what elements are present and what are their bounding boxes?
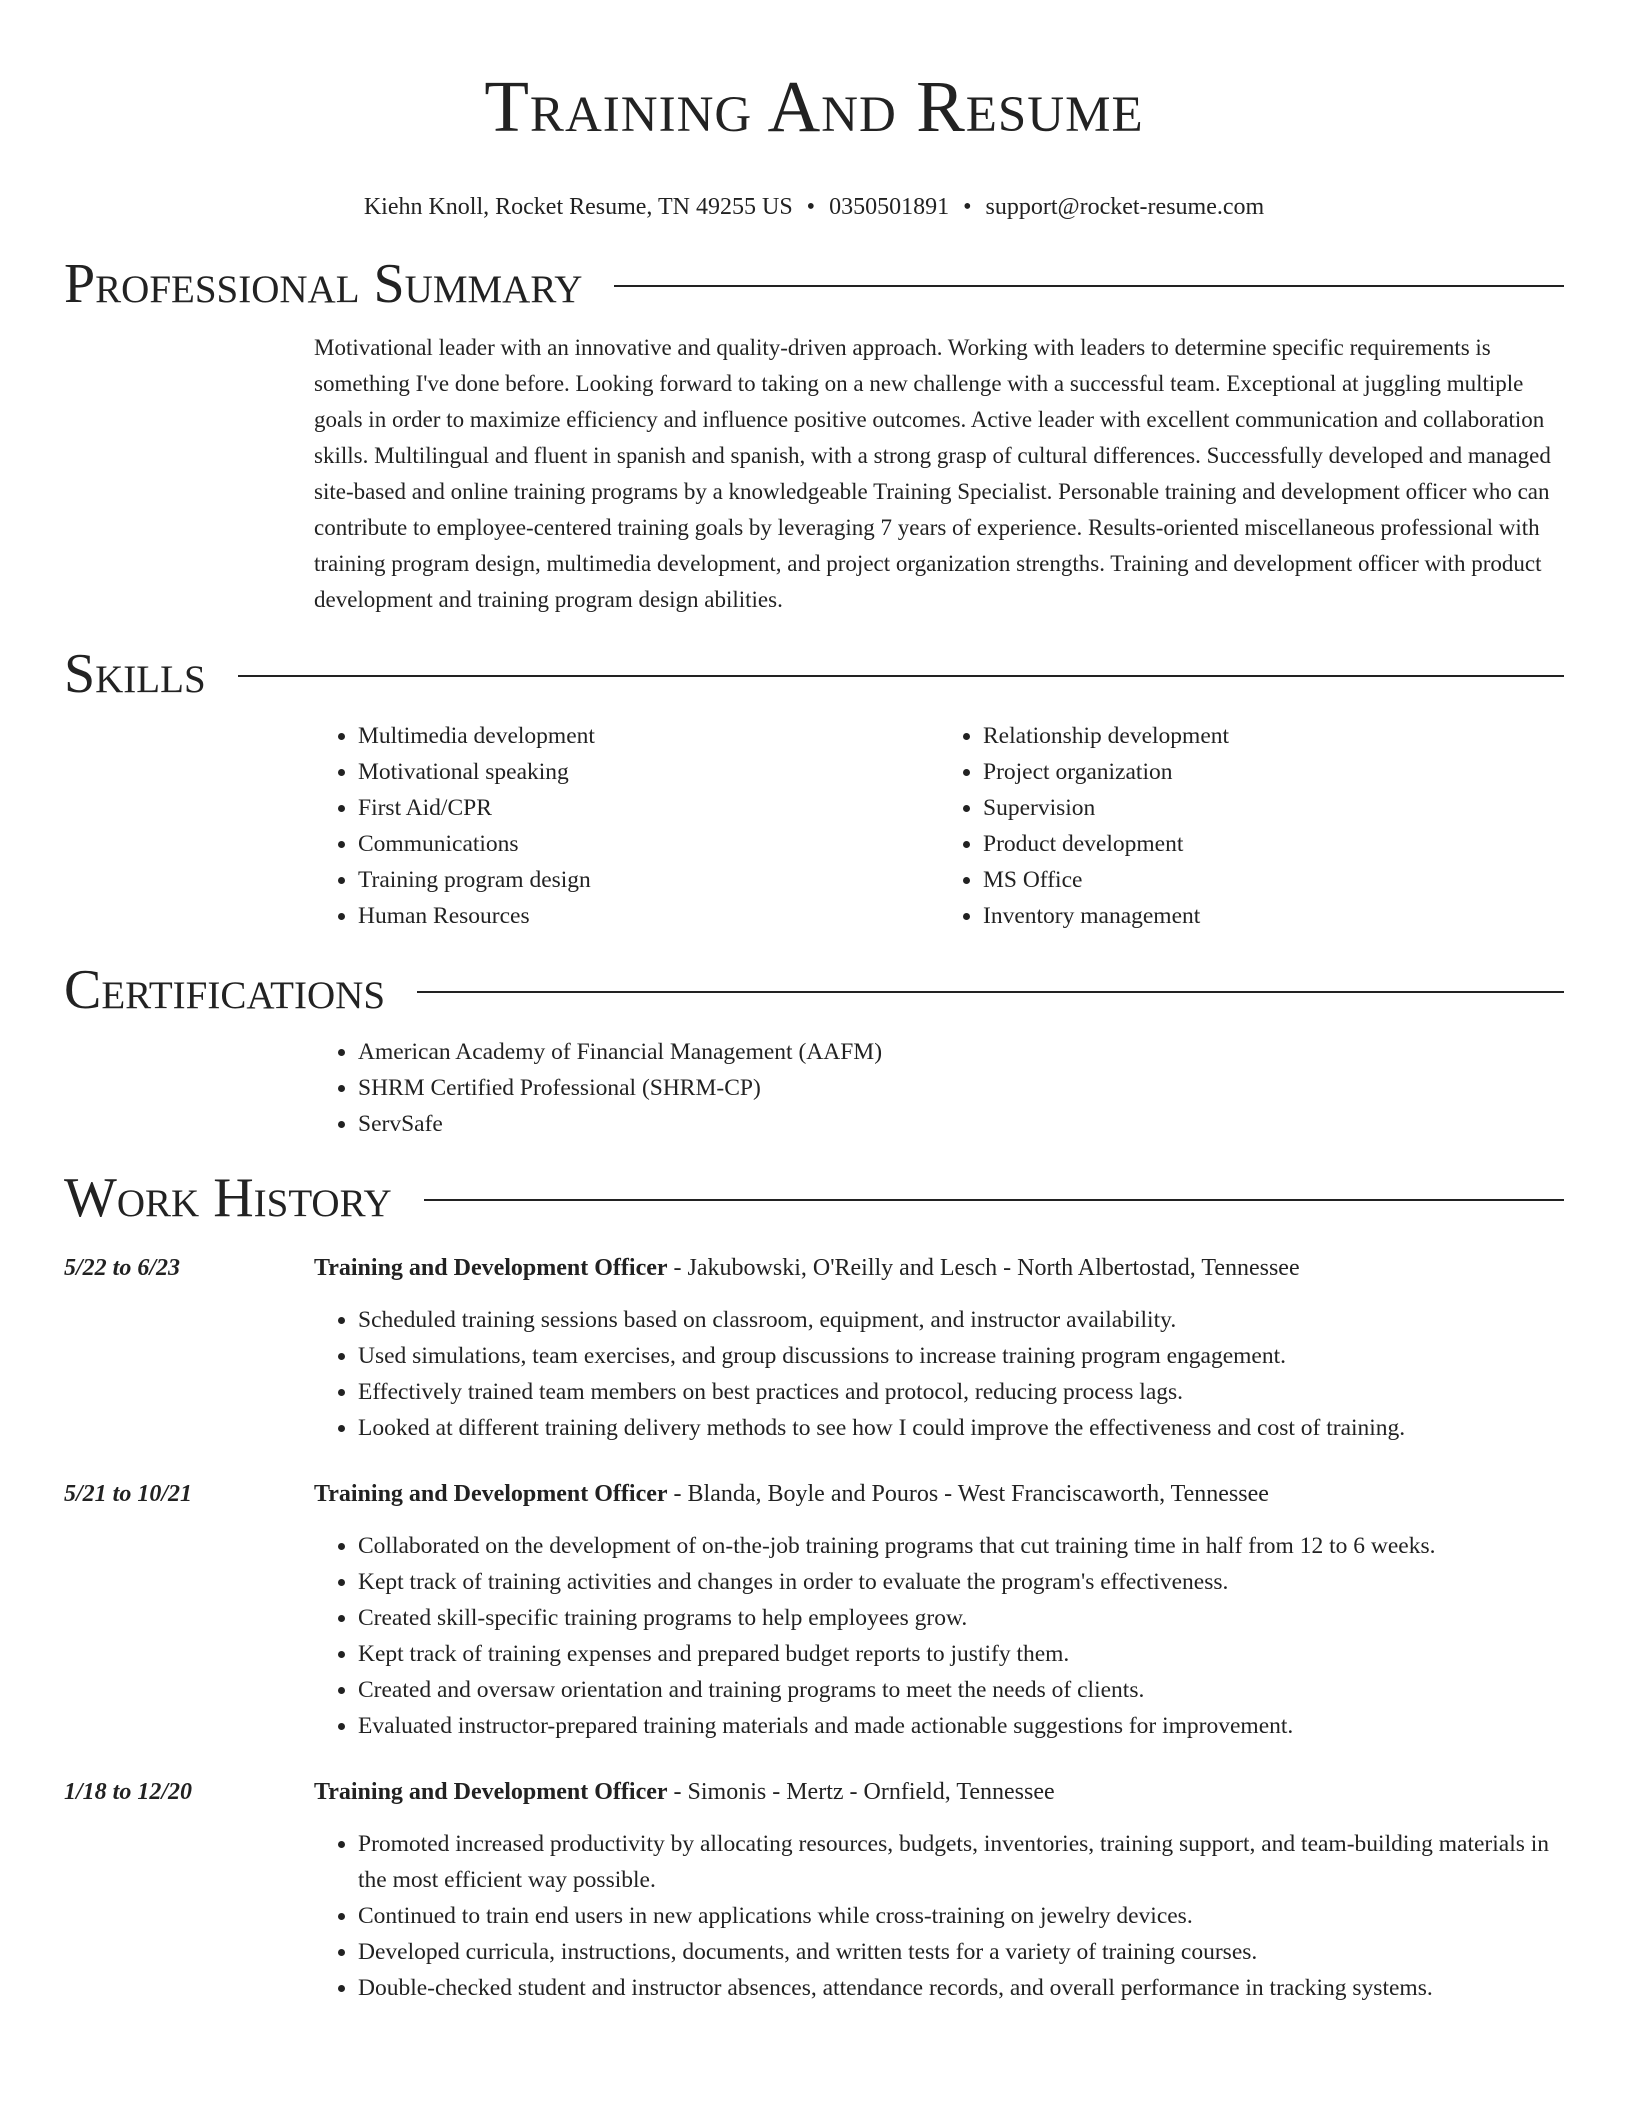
skill-item: • Training program design [358, 862, 939, 898]
job-entry [64, 1476, 1564, 1744]
certification-item: • American Academy of Financial Management (AAFM) [358, 1034, 1564, 1070]
contact-separator: • [806, 194, 816, 220]
skills-list [314, 718, 1564, 934]
job-duty: • Developed curricula, instructions, documents, and written tests for a variety of training courses. [358, 1934, 1564, 1970]
contact-address: Kiehn Knoll, Rocket Resume, TN 49255 US [363, 194, 793, 220]
work-history-list [64, 1250, 1564, 2006]
job-dates: 5/21 to 10/21 [64, 1481, 193, 1507]
job-duty: • Created and oversaw orientation and training programs to meet the needs of clients. [358, 1672, 1564, 1708]
skill-item: • Human Resources [358, 898, 939, 934]
job-header [64, 1476, 1564, 1512]
skill-item: • Relationship development [983, 718, 1564, 754]
certification-item: • ServSafe [358, 1106, 1564, 1142]
skill-item: • Product development [983, 826, 1564, 862]
work-section-header [64, 1168, 1564, 1228]
summary-heading: Professional Summary [64, 253, 583, 315]
job-title: Training and Development Officer [314, 1481, 668, 1507]
job-duties [314, 1528, 1564, 1744]
certifications-bullets [314, 1034, 1564, 1142]
job-duties [314, 1302, 1564, 1446]
skill-item: • Multimedia development [358, 718, 939, 754]
job-dates: 1/18 to 12/20 [64, 1779, 193, 1805]
skill-item: • First Aid/CPR [358, 790, 939, 826]
skill-item: • Motivational speaking [358, 754, 939, 790]
contact-email[interactable]: support@rocket-resume.com [985, 194, 1265, 220]
job-duty: • Kept track of training expenses and prepared budget reports to justify them. [358, 1636, 1564, 1672]
skill-item: • MS Office [983, 862, 1564, 898]
job-entry [64, 1250, 1564, 1446]
job-duty: • Evaluated instructor-prepared training materials and made actionable suggestions for improvement. [358, 1708, 1564, 1744]
job-duty: • Collaborated on the development of on-the-job training programs that cut training time in half from 12 to 6 weeks. [358, 1528, 1564, 1564]
job-employer: - Simonis - Mertz - Ornfield, Tennessee [667, 1779, 1055, 1805]
job-duty: • Scheduled training sessions based on classroom, equipment, and instructor availability. [358, 1302, 1564, 1338]
job-employer: - Blanda, Boyle and Pouros - West Franciscaworth, Tennessee [667, 1481, 1269, 1507]
certifications-list [314, 1034, 1564, 1142]
job-header [64, 1774, 1564, 1810]
certification-item: • SHRM Certified Professional (SHRM-CP) [358, 1070, 1564, 1106]
contact-line [64, 192, 1564, 222]
job-title: Training and Development Officer [314, 1255, 668, 1281]
job-title: Training and Development Officer [314, 1779, 668, 1805]
job-duty: • Kept track of training activities and changes in order to evaluate the program's effectiveness. [358, 1564, 1564, 1600]
summary-text: Motivational leader with an innovative and quality-driven approach. Working with leaders to determine specific requirements is something I've done before. Looking forward to taking on a new challenge with a successful team. Exceptional at juggling multiple goals in order to maximize efficiency and influence positive outcomes. Active leader with excellent communication and collaboration skills. Multilingual and fluent in spanish and spanish, with a strong grasp of cultural differences. Successfully developed and managed site-based and online training programs by a knowledgeable Training Specialist. Personable training and development officer who can contribute to employee-centered training goals by leveraging 7 years of experience. Results-oriented miscellaneous professional with training program design, multimedia development, and project organization strengths. Training and development officer with product development and training program design abilities. [314, 335, 1551, 612]
job-duty: • Effectively trained team members on best practices and protocol, reducing process lags. [358, 1374, 1564, 1410]
job-duty: • Continued to train end users in new applications while cross-training on jewelry devices. [358, 1898, 1564, 1934]
section-divider [424, 1199, 1564, 1201]
section-divider [417, 991, 1564, 993]
job-duty: • Created skill-specific training programs to help employees grow. [358, 1600, 1564, 1636]
contact-phone: 0350501891 [829, 194, 950, 220]
job-employer: - Jakubowski, O'Reilly and Lesch - North Albertostad, Tennessee [667, 1255, 1300, 1281]
job-duty: • Used simulations, team exercises, and group discussions to increase training program engagement. [358, 1338, 1564, 1374]
certifications-section-header [64, 960, 1564, 1020]
job-heading-line [314, 1476, 1269, 1512]
skill-item: • Project organization [983, 754, 1564, 790]
summary-section-header [64, 254, 1564, 314]
job-header [64, 1250, 1564, 1286]
skills-section-header [64, 644, 1564, 704]
job-entry [64, 1774, 1564, 2006]
job-duty-list [314, 1528, 1564, 1744]
job-duty-list [314, 1826, 1564, 2006]
skill-item: • Inventory management [983, 898, 1564, 934]
skills-column-right [939, 718, 1564, 934]
skill-item: • Communications [358, 826, 939, 862]
job-duty: • Promoted increased productivity by allocating resources, budgets, inventories, training support, and team-building materials in the most efficient way possible. [358, 1826, 1564, 1898]
job-duties [314, 1826, 1564, 2006]
job-duty-list [314, 1302, 1564, 1446]
skills-column-left [314, 718, 939, 934]
job-duty: • Double-checked student and instructor absences, attendance records, and overall performance in tracking systems. [358, 1970, 1564, 2006]
contact-separator: • [963, 194, 972, 220]
section-divider [238, 675, 1564, 677]
job-dates: 5/22 to 6/23 [64, 1255, 181, 1281]
skills-heading: Skills [64, 643, 206, 705]
resume-name: Training And Resume [484, 66, 1144, 147]
job-duty: • Looked at different training delivery methods to see how I could improve the effectiveness and cost of training. [358, 1410, 1564, 1446]
certifications-heading: Certifications [64, 959, 386, 1021]
job-heading-line [314, 1774, 1055, 1810]
skill-item: • Supervision [983, 790, 1564, 826]
work-heading: Work History [64, 1167, 392, 1229]
job-heading-line [314, 1250, 1300, 1286]
section-divider [614, 285, 1564, 287]
